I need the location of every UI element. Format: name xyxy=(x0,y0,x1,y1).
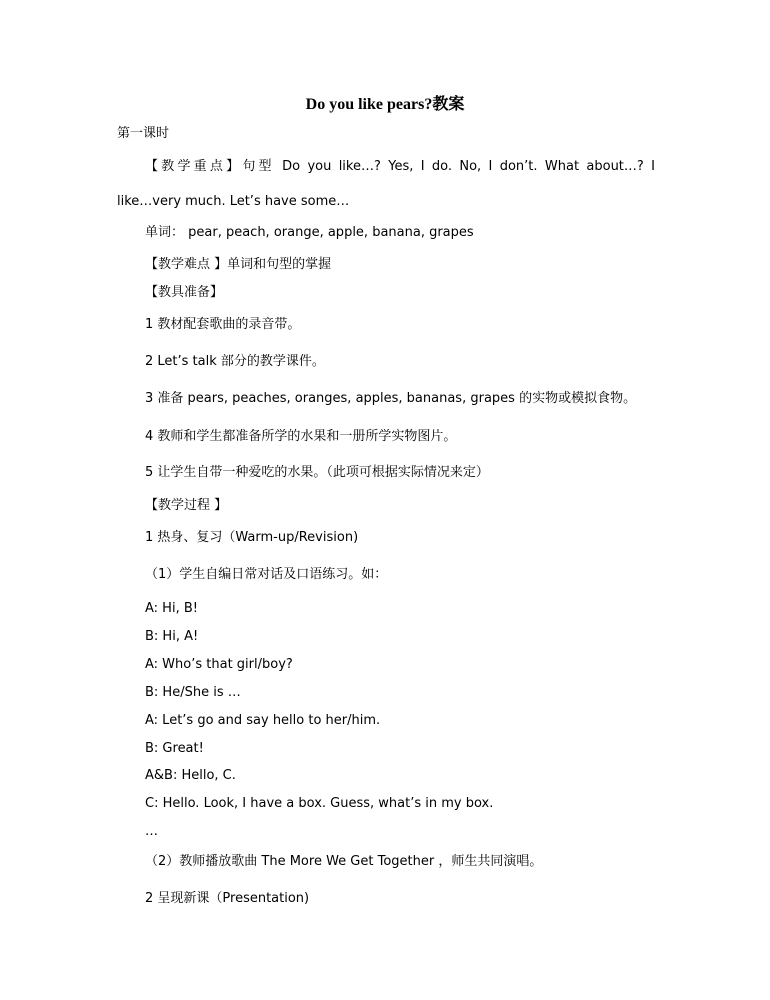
lesson-label: 第一课时 xyxy=(117,126,170,141)
materials-item: 3 准备 pears, peaches, oranges, apples, bananas, grapes 的实物或模拟食物。 xyxy=(145,391,637,406)
dialogue-line: C: Hello. Look, I have a box. Guess, what’s in my box. xyxy=(145,796,494,811)
dialogue-ellipsis: … xyxy=(145,824,158,839)
document-title: Do you like pears?教案 xyxy=(305,96,465,113)
process-heading: 【教学过程 】 xyxy=(145,498,228,513)
materials-heading: 【教具准备】 xyxy=(145,285,224,300)
step-2-heading: 2 呈现新课（Presentation) xyxy=(145,891,310,906)
dialogue-line: B: Great! xyxy=(145,741,204,756)
dialogue-line: A: Hi, B! xyxy=(145,601,198,616)
materials-item: 2 Let’s talk 部分的教学课件。 xyxy=(145,354,325,369)
key-points-line-2: like…very much. Let’s have some… xyxy=(117,194,350,209)
dialogue-line: A&B: Hello, C. xyxy=(145,768,236,783)
difficulties-line: 【教学难点 】单词和句型的掌握 xyxy=(145,257,332,272)
step-1-subitem-1: （1）学生自编日常对话及口语练习。如： xyxy=(145,567,388,582)
dialogue-line: A: Who’s that girl/boy? xyxy=(145,657,293,672)
materials-item: 1 教材配套歌曲的录音带。 xyxy=(145,317,301,332)
materials-item: 5 让学生自带一种爱吃的水果。（此项可根据实际情况来定） xyxy=(145,465,489,480)
vocabulary-line: 单词： pear, peach, orange, apple, banana, grapes xyxy=(145,225,474,240)
dialogue-line: B: He/She is … xyxy=(145,685,241,700)
dialogue-line: A: Let’s go and say hello to her/him. xyxy=(145,713,381,728)
dialogue-line: B: Hi, A! xyxy=(145,629,199,644)
step-1-heading: 1 热身、复习（Warm-up/Revision) xyxy=(145,530,359,545)
materials-item: 4 教师和学生都准备所学的水果和一册所学实物图片。 xyxy=(145,429,457,444)
key-points-line-1: 【教学重点】句型 Do you like…? Yes, I do. No, I don’t. What about…? I xyxy=(145,159,655,174)
step-1-subitem-2: （2）教师播放歌曲 The More We Get Together ，师生共同演唱。 xyxy=(145,854,543,869)
